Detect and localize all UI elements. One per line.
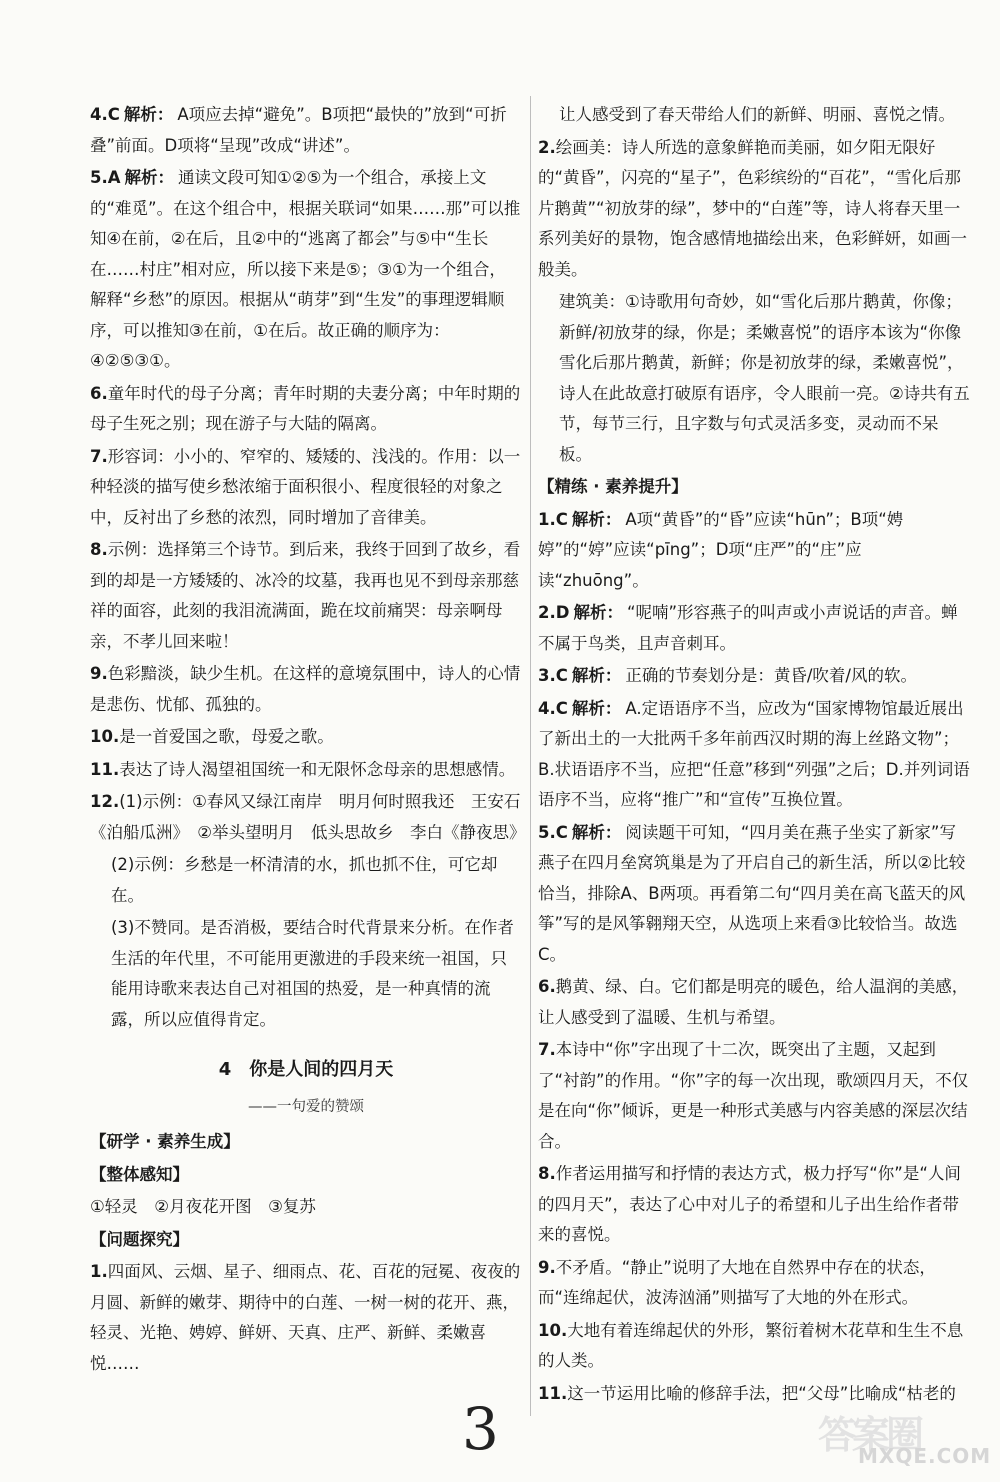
- left-column: [90, 100, 526, 1381]
- answer-item: [90, 755, 522, 786]
- item-number: 1.: [90, 1262, 108, 1281]
- section-heading-practice: 【精练 · 素养提升】: [538, 477, 688, 496]
- item-choice: A: [107, 168, 121, 187]
- answer-item: [90, 163, 522, 377]
- item-choice: D: [555, 603, 570, 622]
- item-text: 不矛盾。“静止”说明了大地在自然界中存在的状态，而“连绵起伏，波涛汹涌”则描写了大地的外在形式。: [538, 1257, 936, 1307]
- item-number: 8.: [538, 1164, 556, 1183]
- answer-item: [538, 133, 970, 286]
- item-text: 阅读题干可知，“四月美在燕子坐实了新家”写燕子在四月垒窝筑巢是为了开启自己的新生活，所以②比较恰当，排除A、B两项。再看第二句“四月美在高飞蓝天的风筝”写的是风筝翱翔天空，从选项上来看③比较恰当。故选C。: [538, 822, 966, 964]
- item-number: 6.: [90, 383, 108, 403]
- answer-item: [538, 1316, 970, 1377]
- item-number: 4.: [90, 105, 108, 124]
- item-text: “呢喃”形容燕子的叫声或小声说话的声音。蝉不属于鸟类，且声音刺耳。: [538, 603, 958, 653]
- item-number: 10.: [538, 1320, 568, 1340]
- item-text: A.定语语序不当，应改为“国家博物馆最近展出了新出土的一大批两千多年前西汉时期的海上丝路文物”；B.状语语序不当，应把“任意”移到“列强”之后；D.并列词语语序不当，应将“推广”和“宣传”互换位置。: [538, 698, 970, 809]
- item-analysis-label: 解析：: [571, 509, 622, 529]
- left-sub-answers: [90, 850, 522, 1035]
- continued-text: 让人感受到了春天带给人们的新鲜、明丽、喜悦之情。: [559, 105, 955, 124]
- watermark-text: MXQE.COM: [858, 1444, 992, 1468]
- item-text: 通读文段可知①②⑤为一个组合，承接上文的“难觅”。在这个组合中，根据关联词“如果……那”可以推知④在前，②在后，且②中的“逃离了都会”与⑤中“生长在……村庄”相对应，所以接下来是⑤；③①为一个组合，解释“乡愁”的原因。根据从“萌芽”到“生发”的事理逻辑顺序，可以推知③在前，①在后。故正确的顺序为：④②⑤③①。: [90, 168, 521, 370]
- answer-item: [90, 442, 522, 534]
- item-number: 1.: [538, 509, 556, 529]
- item-number: 5.: [538, 822, 556, 842]
- answer-item: [538, 505, 970, 597]
- item-analysis-label: 解析：: [571, 666, 622, 685]
- item-number: 9.: [538, 1257, 556, 1277]
- answer-item: [538, 1253, 970, 1314]
- item-analysis-label: 解析：: [124, 168, 175, 187]
- item-text: 正确的节奏划分是：黄昏/吹着/风的软。: [625, 666, 917, 685]
- item-choice: C: [555, 822, 568, 842]
- item-text: 绘画美：诗人所选的意象鲜艳而美丽，如夕阳无限好的“黄昏”，闪亮的“星子”，色彩缤纷的“百花”，“雪化后那片鹅黄”“初放芽的绿”，梦中的“白莲”等，诗人将春天里一系列美好的景物，饱含感情地描绘出来，色彩鲜妍，如画一般美。: [538, 137, 967, 279]
- item-text: 表达了诗人渴望祖国统一和无限怀念母亲的思想感情。: [119, 759, 516, 779]
- item-text: 形容词：小小的、窄窄的、矮矮的、浅浅的。作用：以一种轻淡的描写使乡愁浓缩于面积很小、程度很轻的对象之中，反衬出了乡愁的浓烈，同时增加了音律美。: [90, 446, 521, 527]
- item-number: 7.: [90, 446, 108, 466]
- item-text: 大地有着连绵起伏的外形，繁衍着树木花草和生生不息的人类。: [538, 1320, 964, 1370]
- answer-item: [90, 1257, 522, 1379]
- item-text: 这一节运用比喻的修辞手法，把“父母”比喻成“枯老的: [567, 1383, 956, 1403]
- answer-item: [90, 659, 522, 720]
- answer-item: [538, 1035, 970, 1157]
- section-heading-study: 【研学 · 素养生成】: [90, 1132, 240, 1151]
- answer-item: [538, 661, 970, 692]
- overall-answer: ①轻灵 ②月夜花开图 ③复苏: [90, 1197, 316, 1216]
- item-number: 2.: [538, 137, 556, 157]
- item-text: 本诗中“你”字出现了十二次，既突出了主题，又起到了“衬韵”的作用。“你”字的每一次出现，歌颂四月天，不仅是在向“你”倾诉，更是一种形式美感与内容美感的深层次结合。: [538, 1040, 969, 1151]
- page-number: 3: [462, 1395, 499, 1463]
- answer-item: [90, 535, 522, 657]
- item-choice: C: [107, 105, 120, 124]
- watermark-logo: 答案圈: [818, 1413, 921, 1457]
- item-number: 7.: [538, 1040, 556, 1059]
- item-choice: C: [555, 666, 568, 685]
- item-choice: C: [555, 509, 568, 529]
- item-analysis-label: 解析：: [571, 698, 622, 718]
- right-answer-list-a: [538, 133, 970, 286]
- answer-item: [90, 787, 526, 848]
- item-text: A项应去掉“避免”。B项把“最快的”放到“可折叠”前面。D项将“呈现”改成“讲述”。: [90, 105, 507, 155]
- item-analysis-label: 解析：: [573, 603, 623, 622]
- item-number: 6.: [538, 977, 556, 996]
- item-text: 示例：选择第三个诗节。到后来，我终于回到了故乡，看到的却是一方矮矮的、冰冷的坟墓，我再也见不到母亲那慈祥的面容，此刻的我泪流满面，跪在坟前痛哭：母亲啊母亲，不孝儿回来啦！: [90, 540, 521, 651]
- answer-item: [538, 818, 970, 971]
- lesson-subtitle: ——一句爱的赞颂: [248, 1099, 364, 1115]
- item-number: 11.: [90, 759, 120, 779]
- item-number: 8.: [90, 540, 108, 559]
- explore-answer-list: [90, 1257, 522, 1379]
- answer-item: [538, 1159, 970, 1251]
- site-watermark: [812, 1402, 992, 1476]
- left-answer-list: [90, 100, 526, 848]
- item-number: 10.: [90, 727, 120, 746]
- answer-item: [538, 694, 970, 816]
- item-number: 5.: [90, 168, 108, 187]
- item-text: 作者运用描写和抒情的表达方式，极力抒写“你”是“人间的四月天”，表达了心中对儿子的希望和儿子出生给作者带来的喜悦。: [538, 1164, 961, 1244]
- item-analysis-label: 解析：: [571, 822, 622, 842]
- right-answer-list-b: [538, 505, 970, 1410]
- item-text: A项“黄昏”的“昏”应读“hūn”；B项“娉婷”的“婷”应读“pīng”；D项“庄严”的“庄”应读“zhuōng”。: [538, 509, 904, 590]
- item-number: 3.: [538, 666, 556, 685]
- architecture-beauty-text: 建筑美：①诗歌用句奇妙，如“雪化后那片鹅黄，你像；新鲜/初放芽的绿，你是；柔嫩喜悦”的语序本该为“你像雪化后那片鹅黄，新鲜；你是初放芽的绿，柔嫩喜悦”，诗人在此故意打破原有语序，令人眼前一亮。②诗共有五节，每节三行，且字数与句式灵活多变，灵动而不呆板。: [559, 292, 970, 464]
- item-text: 鹅黄、绿、白。它们都是明亮的暖色，给人温润的美感，让人感受到了温暖、生机与希望。: [538, 977, 969, 1027]
- answer-item: [90, 379, 522, 440]
- right-column: [538, 100, 970, 1411]
- item-text: 是一首爱国之歌，母爱之歌。: [119, 727, 334, 746]
- item-number: 4.: [538, 698, 556, 718]
- sub-answer: (2)示例：乡愁是一杯清清的水，抓也抓不住，可它却在。: [111, 855, 498, 905]
- item-text: 四面风、云烟、星子、细雨点、花、百花的冠冕、夜夜的月圆、新鲜的嫩芽、期待中的白莲、一树一树的花开、燕，轻灵、光艳、娉婷、鲜妍、天真、庄严、新鲜、柔嫩喜悦……: [90, 1262, 521, 1373]
- item-number: 11.: [538, 1383, 568, 1403]
- column-divider: [530, 96, 531, 1416]
- answer-item: [90, 722, 522, 753]
- answer-item: [90, 100, 522, 161]
- lesson-title: 4 你是人间的四月天: [218, 1059, 394, 1080]
- sub-answer: (3)不赞同。是否消极，要结合时代背景来分析。在作者生活的年代里，不可能用更激进的手段来统一祖国，只能用诗歌来表达自己对祖国的热爱，是一种真情的流露，所以应值得肯定。: [111, 918, 514, 1029]
- item-text: 色彩黯淡，缺少生机。在这样的意境氛围中，诗人的心情是悲伤、忧郁、孤独的。: [90, 664, 521, 714]
- item-choice: C: [555, 698, 568, 718]
- item-text: 童年时代的母子分离；青年时期的夫妻分离；中年时期的母子生死之别；现在游子与大陆的隔离。: [90, 383, 521, 433]
- section-heading-explore: 【问题探究】: [90, 1229, 189, 1249]
- item-text: (1)示例：①春风又绿江南岸 明月何时照我还 王安石《泊船瓜洲》 ②举头望明月 低头思故乡 李白《静夜思》: [90, 792, 526, 842]
- answer-item: [538, 598, 970, 659]
- answer-item: [538, 972, 970, 1033]
- section-heading-overall: 【整体感知】: [90, 1164, 189, 1184]
- item-number: 12.: [90, 792, 120, 811]
- item-number: 2.: [538, 603, 556, 622]
- item-number: 9.: [90, 664, 108, 683]
- item-analysis-label: 解析：: [123, 105, 174, 124]
